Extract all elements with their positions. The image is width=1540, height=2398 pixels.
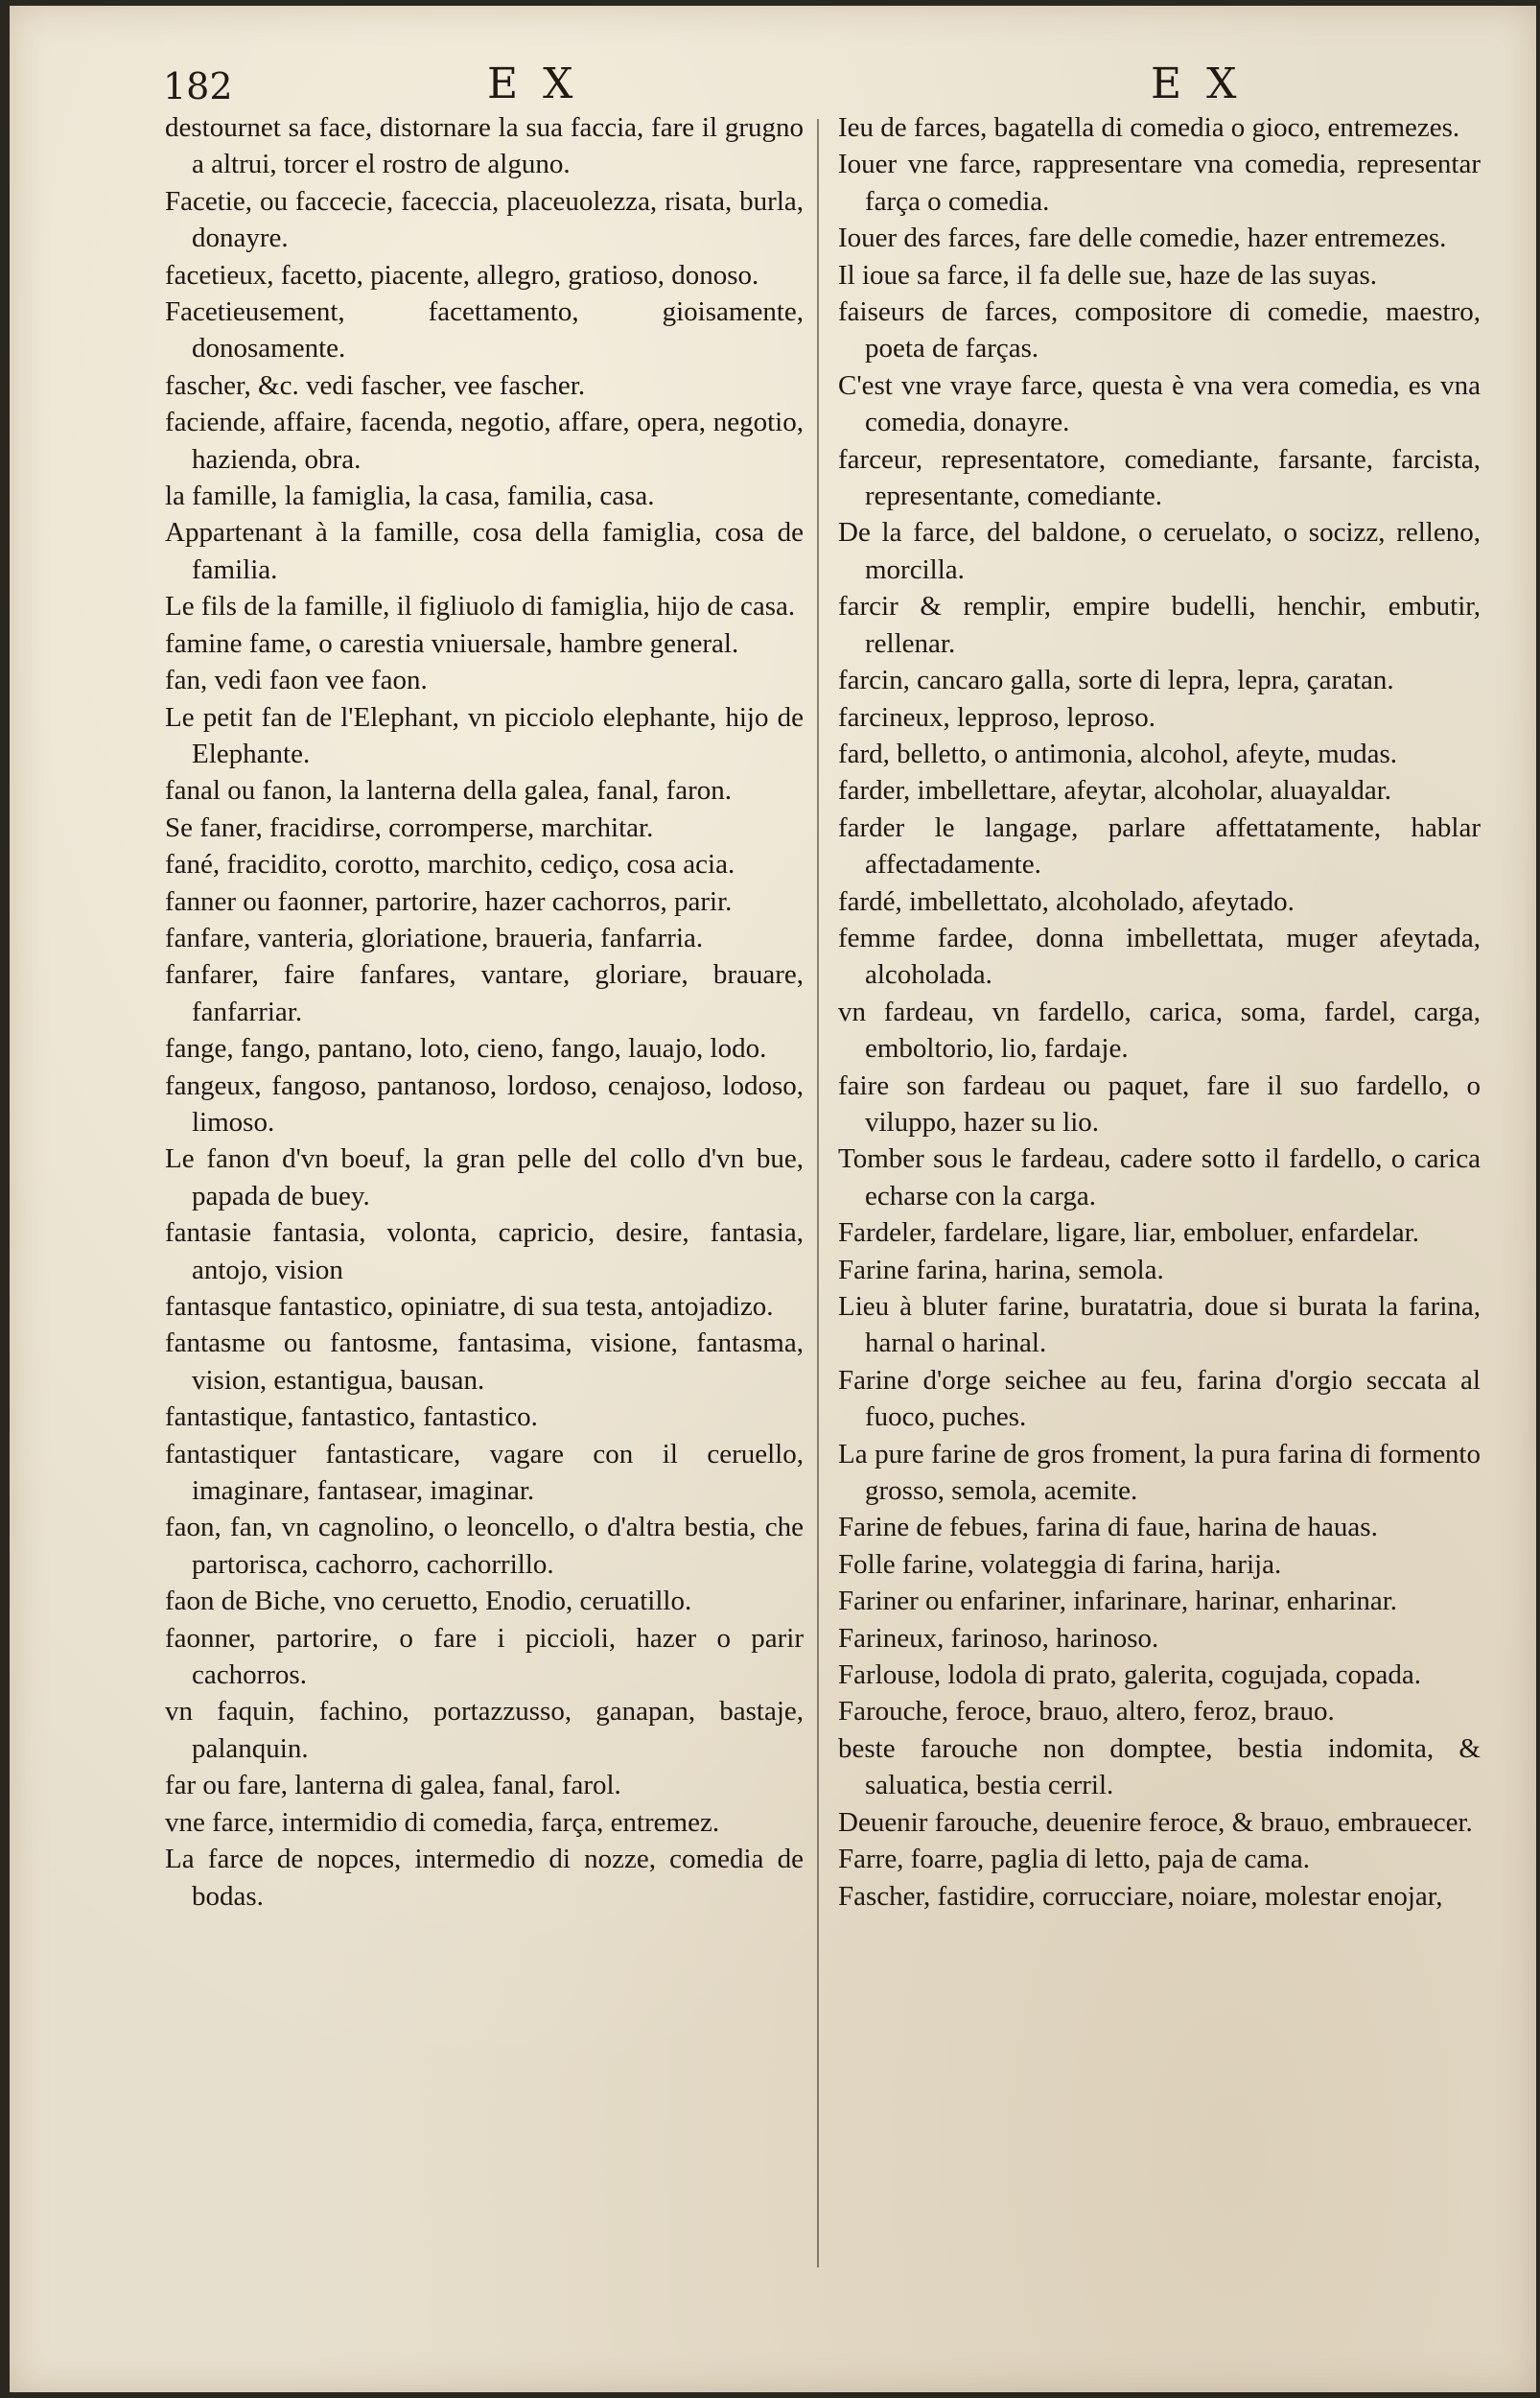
dictionary-entry: C'est vne vraye farce, questa è vna vera comedia, es vna comedia, donayre. (838, 369, 1481, 438)
dictionary-entry: farcir & remplir, empire budelli, henchir, embutir, rellenar. (838, 591, 1481, 659)
dictionary-entry: fantastique, fantastico, fantastico. (165, 1401, 538, 1433)
dictionary-entry: Le petit fan de l'Elephant, vn picciolo elephante, hijo de Elephante. (165, 701, 804, 769)
dictionary-entry: farceur, representatore, comediante, farsante, farcista, representante, comediante. (838, 443, 1481, 512)
dictionary-entry: Il ioue sa farce, il fa delle sue, haze de las suyas. (838, 259, 1378, 291)
right-column (838, 109, 1481, 2296)
dictionary-entry: Iouer vne farce, rappresentare vna comedia, representar farça o comedia. (838, 149, 1481, 217)
running-head-left: E X (487, 59, 579, 108)
dictionary-entry: Folle farine, volateggia di farina, harija. (838, 1548, 1282, 1580)
dictionary-entry: Fardeler, fardelare, ligare, liar, emboluer, enfardelar. (838, 1217, 1419, 1249)
dictionary-entry: Appartenant à la famille, cosa della famiglia, cosa de familia. (165, 517, 804, 585)
dictionary-entry: Farine d'orge seichee au feu, farina d'orgio seccata al fuoco, puches. (838, 1364, 1481, 1433)
dictionary-entry: Facetieusement, facettamento, gioisamente, donosamente. (165, 296, 804, 364)
dictionary-entry: faon, fan, vn cagnolino, o leoncello, o d'altra bestia, che partorisca, cachorro, cachorrillo. (165, 1512, 804, 1580)
dictionary-entry: Tomber sous le fardeau, cadere sotto il fardello, o carica echarse con la carga. (838, 1143, 1481, 1211)
dictionary-entry: De la farce, del baldone, o ceruelato, o socizz, relleno, morcilla. (838, 517, 1481, 585)
dictionary-entry: Fariner ou enfariner, infarinare, harinar, enharinar. (838, 1586, 1398, 1617)
dictionary-entry: fantasque fantastico, opiniatre, di sua testa, antojadizo. (165, 1291, 774, 1322)
dictionary-entry: vne farce, intermidio di comedia, farça, entremez. (165, 1806, 720, 1838)
dictionary-entry: fané, fracidito, corotto, marchito, cediço, cosa acia. (165, 849, 735, 881)
dictionary-entry: destournet sa face, distornare la sua faccia, fare il grugno a altrui, torcer el rostro de alguno. (165, 112, 804, 180)
dictionary-entry: fanal ou fanon, la lanterna della galea, fanal, faron. (165, 775, 732, 807)
dictionary-entry: fanner ou faonner, partorire, hazer cachorros, parir. (165, 885, 733, 917)
dictionary-entry: fange, fango, pantano, loto, cieno, fango, lauajo, lodo. (165, 1033, 767, 1065)
dictionary-entry: la famille, la famiglia, la casa, familia, casa. (165, 481, 655, 512)
dictionary-entry: far ou fare, lanterna di galea, fanal, farol. (165, 1770, 621, 1801)
dictionary-entry: fardé, imbellettato, alcoholado, afeytado. (838, 885, 1295, 917)
dictionary-entry: Farlouse, lodola di prato, galerita, cogujada, copada. (838, 1659, 1421, 1691)
dictionary-entry: Facetie, ou faccecie, faceccia, placeuolezza, risata, burla, donayre. (165, 185, 804, 254)
dictionary-entry: faonner, partorire, o fare i piccioli, hazer o parir cachorros. (165, 1622, 804, 1691)
dictionary-entry: fascher, &c. vedi fascher, vee fascher. (165, 369, 586, 401)
left-column (165, 109, 804, 2296)
dictionary-page (10, 6, 1536, 2392)
dictionary-entry: fantasie fantasia, volonta, capricio, desire, fantasia, antojo, vision (165, 1217, 804, 1285)
dictionary-entry: Lieu à bluter farine, buratatria, doue si burata la farina, harnal o harinal. (838, 1291, 1481, 1359)
dictionary-entry: fanfare, vanteria, gloriatione, braueria, fanfarria. (165, 922, 704, 953)
dictionary-entry: farcineux, lepproso, leproso. (838, 701, 1155, 733)
dictionary-entry: Farine de febues, farina di faue, harina de hauas. (838, 1512, 1378, 1543)
dictionary-entry: Iouer des farces, fare delle comedie, hazer entremezes. (838, 223, 1447, 254)
dictionary-entry: faiseurs de farces, compositore di comedie, maestro, poeta de farças. (838, 296, 1481, 364)
dictionary-entry: Farineux, farinoso, harinoso. (838, 1622, 1159, 1654)
dictionary-entry: farder le langage, parlare affettatamente, hablar affectadamente. (838, 811, 1481, 881)
dictionary-entry: Le fils de la famille, il figliuolo di famiglia, hijo de casa. (165, 591, 796, 623)
dictionary-entry: femme fardee, donna imbellettata, muger afeytada, alcoholada. (838, 922, 1481, 991)
dictionary-entry: La farce de nopces, intermedio di nozze, comedia de bodas. (165, 1844, 804, 1912)
dictionary-entry: La pure farine de gros froment, la pura farina di formento grosso, semola, acemite. (838, 1438, 1481, 1507)
page-number: 182 (163, 65, 233, 107)
dictionary-entry: famine fame, o carestia vniuersale, hambre general. (165, 627, 739, 659)
dictionary-entry: fangeux, fangoso, pantanoso, lordoso, cenajoso, lodoso, limoso. (165, 1070, 804, 1138)
dictionary-entry: vn faquin, fachino, portazzusso, ganapan, bastaje, palanquin. (165, 1696, 804, 1764)
dictionary-entry: Ieu de farces, bagatella di comedia o gioco, entremezes. (838, 112, 1460, 143)
dictionary-entry: farder, imbellettare, afeytar, alcoholar, aluayaldar. (838, 775, 1391, 807)
dictionary-entry: fard, belletto, o antimonia, alcohol, afeyte, mudas. (838, 738, 1398, 769)
column-divider (817, 119, 819, 2268)
dictionary-entry: Deuenir farouche, deuenire feroce, & brauo, embrauecer. (838, 1806, 1473, 1838)
dictionary-entry: beste farouche non domptee, bestia indomita, & saluatica, bestia cerril. (838, 1732, 1481, 1801)
dictionary-entry: Farine farina, harina, semola. (838, 1254, 1164, 1285)
dictionary-entry: fan, vedi faon vee faon. (165, 665, 428, 696)
dictionary-entry: fantasme ou fantosme, fantasima, visione, fantasma, vision, estantigua, bausan. (165, 1328, 804, 1396)
dictionary-entry: Fascher, fastidire, corrucciare, noiare, molestar enojar, (838, 1880, 1443, 1912)
dictionary-entry: vn fardeau, vn fardello, carica, soma, fardel, carga, emboltorio, lio, fardaje. (838, 996, 1481, 1065)
dictionary-entry: faire son fardeau ou paquet, fare il suo fardello, o viluppo, hazer su lio. (838, 1070, 1481, 1138)
dictionary-entry: Farre, foarre, paglia di letto, paja de cama. (838, 1844, 1310, 1875)
running-head-right: E X (1151, 59, 1243, 108)
dictionary-entry: fanfarer, faire fanfares, vantare, gloriare, brauare, fanfarriar. (165, 959, 804, 1027)
dictionary-entry: facetieux, facetto, piacente, allegro, gratioso, donoso. (165, 259, 759, 291)
dictionary-entry: farcin, cancaro galla, sorte di lepra, lepra, çaratan. (838, 665, 1394, 696)
dictionary-entry: faciende, affaire, facenda, negotio, affare, opera, negotio, hazienda, obra. (165, 407, 804, 475)
dictionary-entry: Le fanon d'vn boeuf, la gran pelle del collo d'vn bue, papada de buey. (165, 1143, 804, 1211)
dictionary-entry: Farouche, feroce, brauo, altero, feroz, brauo. (838, 1696, 1335, 1728)
dictionary-entry: Se faner, fracidirse, corromperse, marchitar. (165, 811, 654, 843)
dictionary-entry: faon de Biche, vno ceruetto, Enodio, ceruatillo. (165, 1586, 692, 1617)
dictionary-entry: fantastiquer fantasticare, vagare con il ceruello, imaginare, fantasear, imaginar. (165, 1438, 804, 1507)
